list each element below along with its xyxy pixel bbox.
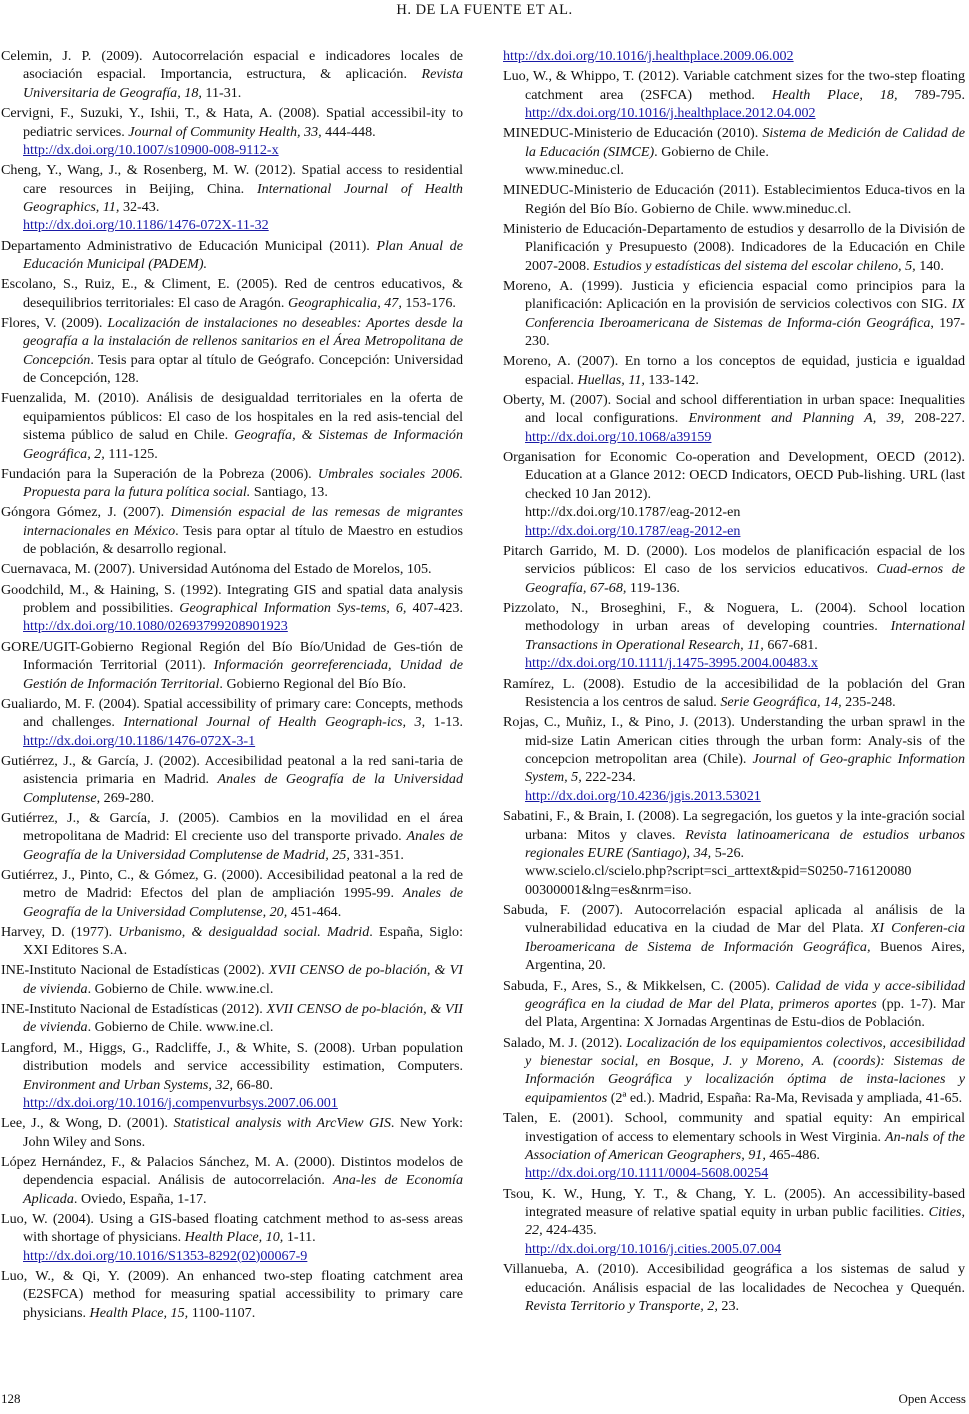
reference-details: 111-125. — [104, 445, 158, 462]
doi-link[interactable]: http://dx.doi.org/10.1007/s10900-008-9112-x — [23, 141, 279, 158]
doi-link[interactable]: http://dx.doi.org/10.1016/S1353-8292(02)00067-9 — [23, 1247, 308, 1264]
reference-text: Fundación para la Superación de la Pobreza (2006). — [1, 465, 318, 482]
reference-details: . Gobierno Regional del Bío Bío. — [219, 675, 407, 692]
reference-source: Geographical Information Sys-tems, 6, — [179, 600, 407, 617]
reference-text: Luo, W., & Qi, Y. (2009). An enhanced two-step floating catchment area (E2SFCA) method for measuring spatial accessibility to primary care physicians. — [1, 1267, 463, 1321]
reference-text: Celemin, J. P. (2009). Autocorrelación espacial e indicadores locales de asociación espacial. Importancia, estructura, & aplicación. — [1, 48, 463, 83]
reference-source: Ana-les de Economía Aplicada — [23, 1172, 463, 1207]
reference-source: Información georreferenciada, Unidad de Gestión de Información Territorial — [23, 657, 463, 692]
reference-text: Ministerio de Educación-Departamento de estudios y desarrollo de la División de Planificación y Presupuesto (2008). Indicadores de la Educación en Chile 2007-2008. — [503, 220, 965, 274]
reference-source: Plan Anual de Educación Municipal (PADEM). — [23, 237, 463, 273]
reference-details: Buenos Aires, Argentina, 20. — [525, 938, 965, 974]
reference-source: International Transactions in Operational Research, 11, — [525, 618, 965, 653]
reference-entry — [1, 581, 463, 636]
reference-source: Geografía, & Sistemas de Información Geográfica, 2, — [23, 427, 463, 462]
reference-details: 789-795. — [897, 86, 965, 103]
doi-link[interactable]: http://dx.doi.org/10.1111/j.1475-3995.2004.00483.x — [525, 655, 818, 672]
reference-source: International Journal of Health Geograph-ics, 3, — [123, 714, 426, 731]
reference-text: Escolano, S., Ruiz, E., & Climent, E. (2005). Red de centros educativos, & desequilibrios territoriales: El caso de Aragón. — [1, 276, 463, 311]
reference-details: (pp. 1-7). Mar del Plata, Argentina: X Jornadas Argentinas de Estu-dios de Población. — [525, 995, 965, 1031]
reference-details: 66-80. — [233, 1076, 274, 1093]
reference-details: 424-435. — [542, 1222, 597, 1239]
page-number: 128 — [1, 1391, 21, 1406]
reference-source: Urbanismo, & desigualdad social. Madrid — [118, 923, 370, 940]
reference-source: Cuad-ernos de Geografía, 67-68, — [525, 561, 965, 596]
reference-entry — [1, 47, 463, 102]
doi-link[interactable]: http://dx.doi.org/10.1111/0004-5608.00254 — [525, 1165, 769, 1182]
reference-source: Serie Geográfica, 14, — [720, 693, 842, 710]
reference-text: Lee, J., & Wong, D. (2001). — [1, 1115, 174, 1132]
doi-link[interactable]: http://dx.doi.org/10.1186/1476-072X-3-1 — [23, 732, 256, 749]
reference-text: Rojas, C., Muñiz, I., & Pino, J. (2013). Understanding the urban sprawl in the mid-size Latin American cities through the urban form: Analy-sis of the concepcion metropolitan area (Chile). — [503, 714, 965, 768]
reference-text: Gualiardo, M. F. (2004). Spatial accessibility of primary care: Concepts, methods and challenges. — [1, 695, 463, 731]
reference-source: Calidad de vida y acce-sibilidad geográfica en la ciudad de Mar del Plata, primeros aportes — [525, 977, 965, 1012]
reference-text: López Hernández, F., & Palacios Sánchez, M. A. (2000). Distintos modelos de dependencia espacial. Análisis de autocorrelación. — [1, 1153, 463, 1189]
reference-source: International Journal of Health Geographics, 11, — [23, 180, 463, 215]
reference-details: 153-176. — [401, 294, 456, 311]
reference-source: Journal of Community Health, 33, — [128, 123, 322, 140]
reference-source: Environment and Planning A, 39, — [688, 410, 905, 427]
journal-label: Open Access — [898, 1391, 966, 1406]
reference-source: XVII CENSO de po-blación, & VII de vivienda — [23, 1001, 463, 1036]
reference-text: Langford, M., Higgs, G., Radcliffe, J., & White, S. (2008). Urban population distribution models and service accessibility estimation, Computers. — [1, 1039, 463, 1075]
reference-text: Pitarch Garrido, M. D. (2000). Los modelos de planificación espacial de los servicios públicos: El caso de los servicios educativos. — [503, 542, 965, 578]
reference-entry — [1, 237, 463, 274]
reference-source: Revista Territorio y Transporte, 2, — [525, 1297, 718, 1314]
reference-details: 444-448. — [321, 123, 376, 140]
reference-source: Localización de los equipamientos colectivos, accesibilidad y bienestar social, en Bosque, J. y Moreno, A. (coords): Sistemas de Información Geográfica y localización óptima de insta-laciones y equipamientos — [525, 1034, 966, 1106]
doi-link[interactable]: http://dx.doi.org/10.1787/eag-2012-en — [525, 522, 741, 539]
reference-text: Cheng, Y., Wang, J., & Rosenberg, M. W. (2012). Spatial access to residential care resources in Beijing, China. — [1, 162, 463, 197]
doi-link[interactable]: http://dx.doi.org/10.1016/j.healthplace.2012.04.002 — [525, 105, 816, 122]
reference-text: Góngora Gómez, J. (2007). — [1, 504, 171, 521]
reference-details: 208-227. — [904, 410, 965, 427]
reference-source: Huellas, 11, — [577, 371, 645, 388]
reference-source: Dimensión espacial de las remesas de migrantes internacionales en México — [23, 504, 463, 539]
reference-entry — [1, 638, 463, 693]
reference-entry — [503, 1109, 965, 1183]
reference-text: Salado, M. J. (2012). — [503, 1034, 627, 1051]
reference-source: XI Conferen-cia Iberoamericana de Sistema de Información Geográfica, — [525, 920, 965, 955]
references-left-column — [1, 47, 463, 1324]
reference-entry — [1, 923, 463, 960]
reference-text: MINEDUC-Ministerio de Educación (2011). Establecimientos Educa-tivos en la Región del Bío Bío. Gobierno de Chile. www.mineduc.cl. — [503, 182, 965, 217]
reference-text: Cervigni, F., Suzuki, Y., Ishii, T., & Hata, A. (2008). Spatial accessibil-ity to pediatric services. — [1, 105, 463, 140]
reference-details: 667-681. — [763, 636, 818, 653]
doi-link[interactable]: http://dx.doi.org/10.4236/jgis.2013.53021 — [525, 787, 761, 804]
reference-entry — [503, 901, 965, 975]
reference-source: Health Place, 15, — [89, 1304, 189, 1321]
reference-details: . Gobierno de Chile. www.ine.cl. — [87, 980, 274, 997]
reference-source: Revista latinoamericana de estudios urbanos regionales EURE (Santiago), 34, — [525, 826, 965, 861]
reference-details: 222-234. — [581, 769, 636, 786]
reference-details: 23. — [717, 1297, 740, 1314]
reference-entry — [503, 391, 965, 446]
reference-entry — [503, 1034, 965, 1108]
reference-details: 465-486. — [765, 1146, 820, 1163]
reference-entry — [503, 542, 965, 597]
reference-details: 5-26. — [711, 844, 745, 861]
reference-entry — [503, 675, 965, 712]
reference-text: Organisation for Economic Co-operation and Development, OECD (2012). Education at a Glance 2012: OECD Indicators, OECD Pub-lishing. URL (last checked 10 Jan 2012). — [503, 449, 965, 502]
reference-details: 1-11. — [283, 1229, 316, 1246]
reference-text: INE-Instituto Nacional de Estadísticas (2002). — [1, 962, 269, 979]
reference-source: An-nals of the Association of American Geographers, 91, — [525, 1128, 965, 1163]
reference-details: 235-248. — [841, 693, 896, 710]
reference-text: Departamento Administrativo de Educación Municipal (2011). — [1, 237, 377, 254]
reference-entry — [503, 1260, 965, 1315]
reference-text: Gutiérrez, J., Pinto, C., & Gómez, G. (2000). Accesibilidad peatonal a la red de metro de Madrid: Efectos del plan de ampliación 1995-99. — [1, 866, 463, 902]
reference-entry — [1, 1153, 463, 1208]
doi-link[interactable]: http://dx.doi.org/10.1016/j.healthplace.2009.06.002 — [503, 48, 794, 64]
reference-source: Anales de Geografía de la Universidad Complutense de Madrid, 25, — [23, 828, 464, 863]
reference-source: Health Place, 10, — [184, 1229, 284, 1246]
reference-entry — [503, 713, 965, 805]
reference-url: www.scielo.cl/scielo.php?script=sci_arttext&pid=S0250-716120080 00300001&lng=es&nrm=iso. — [525, 863, 912, 898]
reference-details: . Tesis para optar al título de Geógrafo. Concepción: Universidad de Concepción, 128. — [23, 351, 463, 387]
reference-details: , 197-230. — [525, 314, 965, 350]
reference-source: Umbrales sociales 2006. Propuesta para la futura política social. — [23, 465, 463, 501]
reference-entry — [1, 314, 463, 388]
reference-details: 32-43. — [119, 199, 160, 215]
references-right-column — [503, 47, 965, 1317]
reference-text: Gutiérrez, J., & García, J. (2002). Accesibilidad peatonal a la red sani-taria de asistencia primaria en Madrid. — [1, 752, 463, 788]
reference-text: Moreno, A. (1999). Justicia y eficiencia espacial como principios para la planificación: Aplicación en la provisión de servicios colectivos con SIG. — [503, 277, 965, 313]
reference-entry — [503, 977, 965, 1032]
reference-entry — [503, 352, 965, 389]
reference-details: 1100-1107. — [188, 1304, 256, 1321]
reference-text: Luo, W., & Whippo, T. (2012). Variable catchment sizes for the two-step floating catchment area (2SFCA) method. — [503, 68, 965, 103]
reference-entry — [503, 181, 965, 218]
reference-entry — [503, 277, 965, 351]
reference-text: Tsou, K. W., Hung, Y. T., & Chang, Y. L. (2005). An accessibility-based integrated measure of relative spatial equity in urban public facilities. — [503, 1185, 965, 1221]
reference-text: Moreno, A. (2007). En torno a los conceptos de equidad, justicia e igualdad espacial. — [503, 353, 965, 388]
reference-text: Gutiérrez, J., & García, J. (2005). Cambios en la movilidad en el área metropolitana de Madrid: El creciente uso del transporte privado. — [1, 809, 463, 845]
reference-entry — [1, 1210, 463, 1265]
reference-details: . España, Siglo: XXI Editores S.A. — [23, 923, 463, 959]
doi-link[interactable]: http://dx.doi.org/10.1186/1476-072X-11-32 — [23, 217, 269, 234]
reference-source: Localización de instalaciones no deseables: Aportes desde la geografía a la instalación de rellenos sanitarios en el Área Metropolitana de Concepción — [23, 314, 463, 368]
reference-entry — [1, 161, 463, 235]
reference-entry — [503, 448, 965, 540]
reference-entry — [1, 560, 463, 578]
reference-source: Statistical analysis with ArcView GIS — [173, 1115, 391, 1132]
reference-entry — [1, 465, 463, 502]
reference-text: Goodchild, M., & Haining, S. (1992). Integrating GIS and spatial data analysis problem and possibilities. — [1, 581, 463, 617]
reference-source: Anales de Geografía de la Universidad Complutense, 20, — [23, 885, 463, 920]
reference-details: 407-423. — [406, 600, 463, 617]
doi-link[interactable]: http://dx.doi.org/10.1016/j.compenvurbsys.2007.06.001 — [23, 1094, 338, 1111]
reference-entry — [1, 275, 463, 312]
reference-source: Estudios y estadísticas del sistema del escolar chileno, 5, — [593, 257, 916, 274]
reference-entry — [1, 866, 463, 921]
reference-text: Harvey, D. (1977). — [1, 923, 119, 940]
reference-text: Talen, E. (2001). School, community and spatial equity: An empirical investigation of access to elementary schools in West Virginia. — [503, 1110, 965, 1145]
reference-details: . Gobierno de Chile. www.ine.cl. — [87, 1019, 274, 1036]
reference-source: Health Place, 18, — [771, 86, 898, 103]
reference-entry — [1, 752, 463, 807]
running-head: H. DE LA FUENTE ET AL. — [396, 2, 573, 18]
reference-details: 11-31. — [201, 84, 242, 101]
reference-entry — [1, 389, 463, 463]
doi-link[interactable]: http://dx.doi.org/10.1068/a39159 — [525, 428, 712, 445]
reference-entry — [503, 67, 965, 122]
reference-details: 451-464. — [287, 903, 342, 920]
doi-link[interactable]: http://dx.doi.org/10.1016/j.cities.2005.07.004 — [525, 1240, 782, 1257]
reference-source: IX Conferencia Iberoamericana de Sistemas de Informa-ción Geográfica — [525, 296, 965, 331]
reference-entry — [1, 1114, 463, 1151]
reference-details: 140. — [915, 257, 944, 274]
reference-entry — [1, 809, 463, 864]
reference-text: MINEDUC-Ministerio de Educación (2010). — [503, 125, 763, 142]
reference-entry — [1, 1000, 463, 1037]
reference-url: http://dx.doi.org/10.1787/eag-2012-en — [525, 504, 741, 521]
reference-text: Luo, W. (2004). Using a GIS-based floating catchment method to as-sess areas with shortage of physicians. — [1, 1210, 463, 1246]
reference-entry — [503, 47, 965, 65]
reference-details: . Gobierno de Chile. — [654, 143, 769, 160]
reference-text: Ramírez, L. (2008). Estudio de la accesibilidad de la población del Gran Resistencia a los centros de salud. — [503, 675, 965, 710]
reference-details: . New York: John Wiley and Sons. — [23, 1115, 463, 1150]
reference-text: Villanueba, A. (2010). Accesibilidad geográfica a los sistemas de salud y educación. Análisis espacial de las localidades de Necochea y Quequén. — [503, 1261, 965, 1296]
reference-source: Cities, 22, — [525, 1204, 965, 1239]
reference-text: Fuenzalida, M. (2010). Análisis de desigualdad territoriales en la oferta de equipamientos públicos: El caso de los hospitales en la red asis-tencial del sistema público de salud en Chile. — [1, 390, 463, 444]
reference-details: 133-142. — [644, 371, 699, 388]
reference-entry — [503, 1185, 965, 1259]
reference-source: Sistema de Medición de Calidad de la Educación (SIMCE) — [525, 125, 966, 160]
reference-text: GORE/UGIT-Gobierno Regional Región del Bío Bío/Unidad de Ges-tión de Información Territorial (2011). — [1, 638, 463, 674]
reference-source: Journal of Geo-graphic Information System, 5, — [525, 751, 966, 786]
reference-url: www.mineduc.cl. — [525, 162, 624, 179]
reference-details: Santiago, 13. — [250, 484, 328, 501]
reference-details: 119-136. — [626, 579, 680, 596]
reference-source: Anales de Geografía de la Universidad Complutense — [23, 771, 463, 806]
reference-entry — [503, 807, 965, 899]
reference-text: Flores, V. (2009). — [1, 314, 108, 331]
reference-text: Sabatini, F., & Brain, I. (2008). La segregación, los guetos y la inte-gración social urbana: Mitos y claves. — [503, 808, 965, 843]
reference-text: INE-Instituto Nacional de Estadísticas (2012). — [1, 1001, 267, 1018]
reference-entry — [503, 220, 965, 275]
reference-text: Sabuda, F. (2007). Autocorrelación espacial aplicada al análisis de la vulnerabilidad educativa en la ciudad de Mar del Plata. — [503, 902, 965, 937]
reference-details: , 269-280. — [96, 789, 155, 806]
reference-details: . Oviedo, España, 1-17. — [73, 1190, 207, 1207]
reference-text: Cuernavaca, M. (2007). Universidad Autónoma del Estado de Morelos, 105. — [1, 561, 432, 578]
reference-entry — [1, 503, 463, 558]
reference-text: Pizzolato, N., Broseghini, F., & Noguera, L. (2004). School location methodology in urban areas of developing countries. — [503, 600, 965, 635]
reference-source: Revista Universitaria de Geografía, 18, — [23, 66, 463, 101]
reference-source: Geographicalia, 47, — [287, 294, 402, 311]
reference-details: (2ª ed.). Madrid, España: Ra-Ma, Revisada y ampliada, 41-65. — [607, 1089, 963, 1106]
reference-entry — [1, 695, 463, 750]
reference-entry — [1, 961, 463, 998]
reference-source: Environment and Urban Systems, 32, — [23, 1076, 234, 1093]
reference-entry — [1, 1267, 463, 1322]
reference-text: Oberty, M. (2007). Social and school differentiation in urban space: Inequalities and local configurations. — [503, 391, 965, 427]
reference-details: 1-13. — [425, 714, 463, 731]
reference-text: Sabuda, F., Ares, S., & Mikkelsen, C. (2005). — [503, 977, 776, 994]
reference-details: . Tesis para optar al título de Maestro en estudios de población, & desarrollo regional. — [23, 522, 464, 558]
reference-entry — [503, 124, 965, 179]
reference-entry — [503, 599, 965, 673]
reference-entry — [1, 1039, 463, 1113]
reference-details: 331-351. — [349, 846, 404, 863]
reference-source: XVII CENSO de po-blación, & VI de vivienda — [23, 962, 463, 997]
doi-link[interactable]: http://dx.doi.org/10.1080/02693799208901923 — [23, 618, 288, 635]
reference-entry — [1, 104, 463, 159]
